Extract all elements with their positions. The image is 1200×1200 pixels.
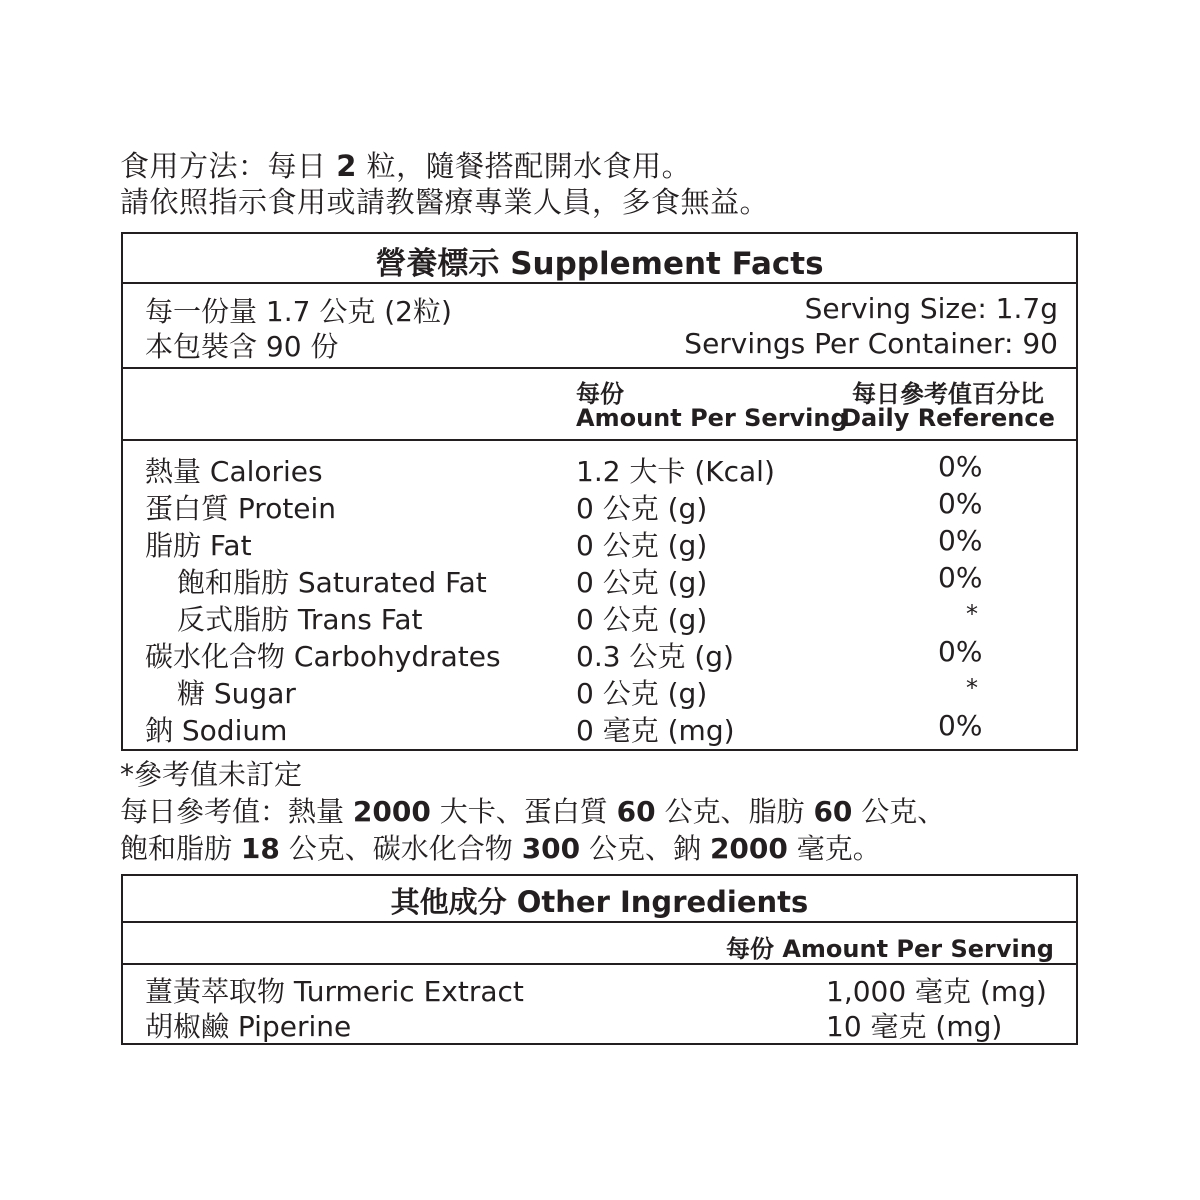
nutrient-name-sodium: 鈉 Sodium: [145, 714, 288, 747]
servings-per-container-zh: 本包裝含 90 份: [145, 330, 339, 363]
usage-line-1: 食用方法：每日 2 粒，隨餐搭配開水食用。: [120, 149, 692, 183]
nutrient-daily-sugar: *: [966, 674, 978, 702]
nutrient-amount-saturated-fat: 0 公克 (g): [576, 566, 708, 599]
other-ingredients-table: [121, 874, 1078, 1045]
other-col-amount: 每份 Amount Per Serving: [725, 935, 1054, 963]
nutrient-name-carbohydrates: 碳水化合物 Carbohydrates: [145, 640, 501, 673]
daily-reference-line-1: 每日參考值：熱量 2000 大卡、蛋白質 60 公克、脂肪 60 公克、: [120, 795, 946, 828]
nutrient-name-saturated-fat: 飽和脂肪 Saturated Fat: [177, 566, 487, 599]
usage-line-2: 請依照指示食用或請教醫療專業人員，多食無益。: [120, 185, 770, 219]
nutrient-name-fat: 脂肪 Fat: [145, 529, 252, 562]
daily-reference-notes: [120, 756, 945, 867]
col-amount-en: Amount Per Serving: [576, 404, 848, 432]
col-daily-en: Daily Reference: [841, 404, 1055, 432]
nutrient-daily-calories: 0%: [938, 450, 983, 483]
nutrient-daily-fat: 0%: [938, 524, 983, 557]
nutrient-daily-saturated-fat: 0%: [938, 561, 983, 594]
nutrient-name-protein: 蛋白質 Protein: [145, 492, 337, 525]
nutrient-amount-calories: 1.2 大卡 (Kcal): [576, 455, 775, 488]
col-daily-zh: 每日參考值百分比: [852, 380, 1044, 408]
ingredient-name-piperine: 胡椒鹼 Piperine: [145, 1010, 352, 1043]
nutrient-daily-sodium: 0%: [938, 709, 983, 742]
nutrient-amount-trans-fat: 0 公克 (g): [576, 603, 708, 636]
serving-size-zh: 每一份量 1.7 公克 (2粒): [145, 295, 452, 328]
supplement-facts-table: [121, 232, 1078, 751]
nutrient-amount-fat: 0 公克 (g): [576, 529, 708, 562]
col-amount-zh: 每份: [576, 380, 624, 408]
ingredient-amount-turmeric: 1,000 毫克 (mg): [826, 975, 1047, 1008]
nutrient-name-calories: 熱量 Calories: [145, 455, 323, 488]
other-ingredients-title: 其他成分 Other Ingredients: [390, 885, 809, 919]
nutrient-daily-carbohydrates: 0%: [938, 635, 983, 668]
serving-size-en: Serving Size: 1.7g: [804, 292, 1058, 325]
nutrient-name-sugar: 糖 Sugar: [177, 677, 296, 710]
nutrient-daily-protein: 0%: [938, 487, 983, 520]
nutrient-daily-trans-fat: *: [966, 600, 978, 628]
reference-not-set-note: *參考值未訂定: [120, 758, 303, 791]
servings-per-container-en: Servings Per Container: 90: [684, 327, 1058, 360]
nutrient-amount-carbohydrates: 0.3 公克 (g): [576, 640, 734, 673]
ingredient-amount-piperine: 10 毫克 (mg): [826, 1010, 1003, 1043]
nutrient-amount-sodium: 0 毫克 (mg): [576, 714, 735, 747]
ingredient-name-turmeric: 薑黃萃取物 Turmeric Extract: [145, 975, 524, 1008]
daily-reference-line-2: 飽和脂肪 18 公克、碳水化合物 300 公克、鈉 2000 毫克。: [120, 832, 881, 865]
nutrient-amount-sugar: 0 公克 (g): [576, 677, 708, 710]
nutrient-amount-protein: 0 公克 (g): [576, 492, 708, 525]
nutrient-name-trans-fat: 反式脂肪 Trans Fat: [177, 603, 423, 636]
usage-instructions: [120, 148, 769, 220]
facts-title: 營養標示 Supplement Facts: [375, 246, 824, 282]
